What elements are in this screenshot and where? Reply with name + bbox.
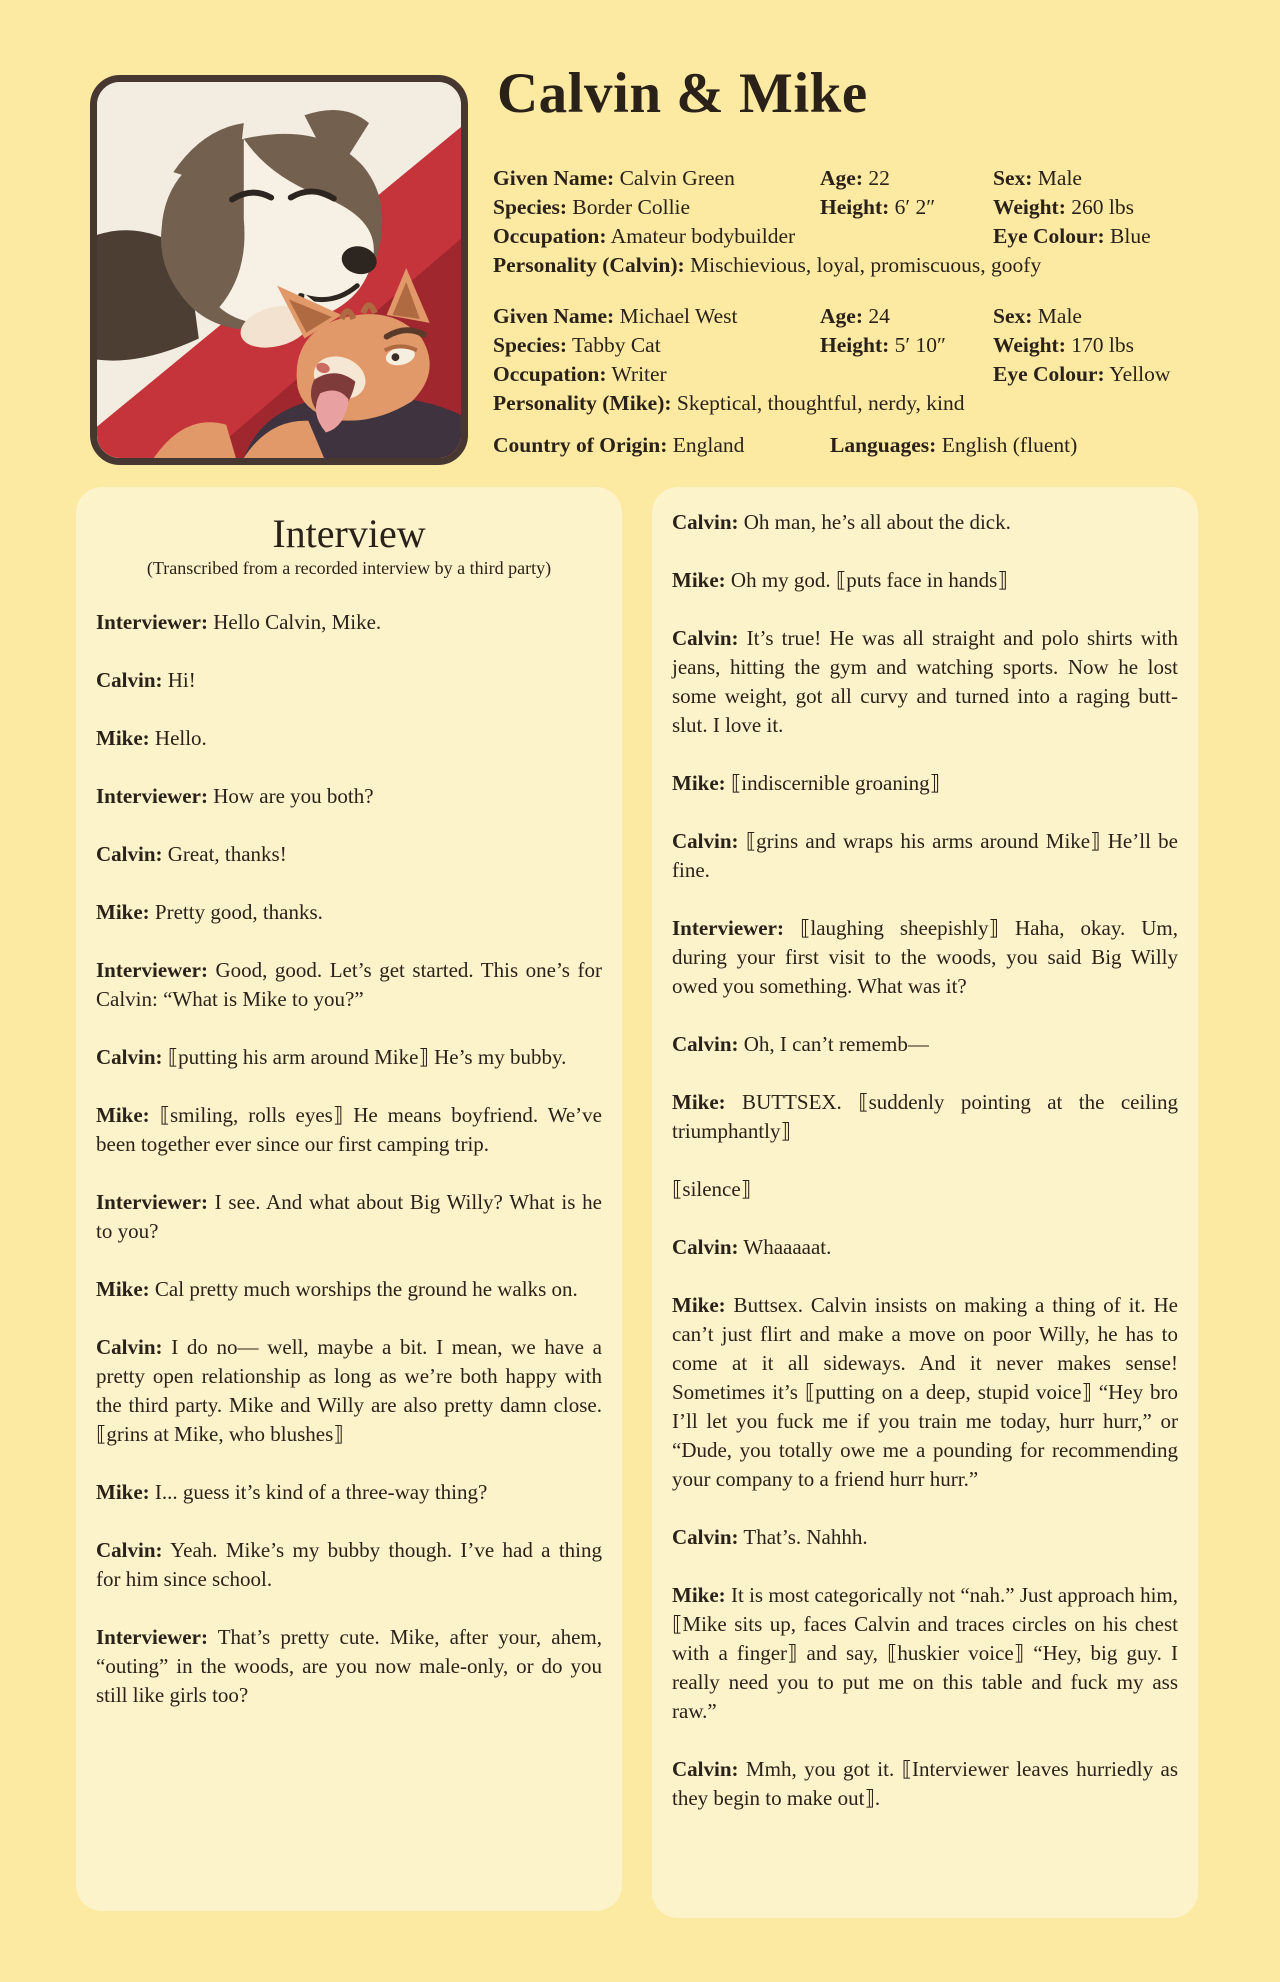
stat-line [493, 433, 1223, 462]
stat-item [493, 362, 667, 387]
origin-languages-line [493, 433, 1223, 462]
speaker-name: Calvin: [672, 829, 739, 853]
stat-line [493, 166, 1223, 195]
stat-item [830, 433, 1077, 458]
stat-item [993, 333, 1134, 358]
dialogue-paragraph: Calvin: Yeah. Mike’s my bubby though. I’ve had a thing for him since school. [96, 1538, 602, 1591]
stat-label: Weight: [993, 195, 1066, 219]
stat-value: Michael West [614, 304, 738, 328]
stat-value: Male [1032, 304, 1082, 328]
speaker-name: Calvin: [96, 1538, 163, 1562]
stat-value: 260 lbs [1065, 195, 1134, 219]
dialogue-paragraph: Mike: ⟦smiling, rolls eyes⟧ He means boyfriend. We’ve been together ever since our first camping trip. [96, 1103, 602, 1156]
stat-value: Border Collie [567, 195, 691, 219]
speaker-name: Calvin: [96, 668, 163, 692]
dialogue-paragraph: Calvin: That’s. Nahhh. [672, 1525, 868, 1549]
speaker-name: Mike: [672, 1090, 726, 1114]
dialogue-paragraph: Mike: Buttsex. Calvin insists on making a thing of it. He can’t just flirt and make a move on poor Willy, he has to come at it all sideways. And it never makes sense! Sometimes it’s ⟦putting on a deep, stupid voice⟧ “Hey bro I’ll let you fuck me if you train me today, hurr hurr,” or “Dude, you totally owe me a pounding for recommending your company to a friend hurr hurr.” [672, 1293, 1178, 1491]
stat-label: Personality (Calvin): [493, 253, 685, 277]
stat-line [493, 304, 1223, 333]
dialogue-paragraph: Calvin: Oh, I can’t rememb— [672, 1032, 929, 1056]
dialogue-paragraph: Mike: Oh my god. ⟦puts face in hands⟧ [672, 568, 1008, 592]
interview-left-column [96, 608, 602, 1710]
speaker-name: Mike: [672, 771, 726, 795]
stat-value: Tabby Cat [567, 333, 661, 357]
speaker-name: Mike: [96, 1277, 150, 1301]
stat-label: Given Name: [493, 166, 615, 190]
stat-label: Eye Colour: [993, 362, 1105, 386]
stat-item [993, 224, 1151, 249]
stat-item [493, 304, 737, 329]
stat-label: Height: [820, 333, 890, 357]
stat-item [820, 304, 890, 329]
dialogue-paragraph: Calvin: ⟦putting his arm around Mike⟧ He’s my bubby. [96, 1045, 567, 1069]
stat-value: England [667, 433, 745, 457]
speaker-name: Mike: [96, 1103, 150, 1127]
dialogue-paragraph: ⟦silence⟧ [672, 1177, 752, 1201]
dialogue-paragraph: Interviewer: Good, good. Let’s get started. This one’s for Calvin: “What is Mike to you?” [96, 958, 602, 1011]
stat-item [493, 253, 1041, 278]
speaker-name: Mike: [672, 568, 726, 592]
mike-stats [493, 304, 1223, 420]
stat-value: 22 [862, 166, 890, 190]
dialogue-paragraph: Calvin: Oh man, he’s all about the dick. [672, 510, 1011, 534]
dialogue-paragraph: Mike: I... guess it’s kind of a three-way thing? [96, 1480, 488, 1504]
interview-subtitle: (Transcribed from a recorded interview by a third party) [146, 558, 552, 578]
stat-item [993, 166, 1082, 191]
stat-item [493, 333, 661, 358]
stat-item [993, 195, 1134, 220]
speaker-name: Interviewer: [96, 610, 208, 634]
dialogue-paragraph: Mike: ⟦indiscernible groaning⟧ [672, 771, 941, 795]
stat-label: Eye Colour: [993, 224, 1105, 248]
stat-label: Country of Origin: [493, 433, 668, 457]
stat-label: Sex: [993, 166, 1033, 190]
stat-item [493, 195, 690, 220]
dialogue-paragraph: Interviewer: Hello Calvin, Mike. [96, 610, 382, 634]
speaker-name: Calvin: [96, 1335, 163, 1359]
interview-left-panel [76, 487, 622, 1911]
stat-label: Given Name: [493, 304, 615, 328]
stat-value: Calvin Green [614, 166, 735, 190]
dialogue-paragraph: Mike: Pretty good, thanks. [96, 900, 323, 924]
stat-value: Yellow [1104, 362, 1171, 386]
dialogue-paragraph: Mike: It is most categorically not “nah.” Just approach him, ⟦Mike sits up, faces Calvin and traces circles on his chest with a finger⟧ and say, ⟦huskier voice⟧ “Hey, big guy. I really need you to put me on this table and fuck my ass raw.” [672, 1583, 1178, 1723]
stat-label: Age: [820, 166, 863, 190]
stat-label: Species: [493, 333, 568, 357]
stat-line [493, 253, 1223, 282]
stat-value: Amateur bodybuilder [606, 224, 796, 248]
stat-value: Mischievious, loyal, promiscuous, goofy [684, 253, 1042, 277]
stat-value: Writer [606, 362, 667, 386]
speaker-name: Calvin: [672, 1757, 739, 1781]
speaker-name: Interviewer: [96, 784, 208, 808]
stat-line [493, 224, 1223, 253]
dialogue-paragraph: Interviewer: How are you both? [96, 784, 374, 808]
portrait-illustration [97, 82, 461, 458]
page-title: Calvin & Mike [497, 62, 868, 125]
stat-value: 5′ 10″ [889, 333, 946, 357]
stat-label: Height: [820, 195, 890, 219]
stat-value: 24 [862, 304, 890, 328]
dialogue-paragraph: Interviewer: That’s pretty cute. Mike, after your, ahem, “outing” in the woods, are you now male-only, or do you still like girls too? [96, 1625, 602, 1707]
stat-line [493, 362, 1223, 391]
speaker-name: Interviewer: [96, 1625, 208, 1649]
stat-line [493, 195, 1223, 224]
stat-value: Blue [1104, 224, 1151, 248]
dialogue-paragraph: Calvin: Great, thanks! [96, 842, 287, 866]
speaker-name: Mike: [672, 1583, 726, 1607]
dialogue-paragraph: Calvin: Whaaaaat. [672, 1235, 832, 1259]
speaker-name: Interviewer: [672, 916, 784, 940]
stat-value: Male [1032, 166, 1082, 190]
speaker-name: Interviewer: [96, 958, 208, 982]
dialogue-paragraph: Mike: Hello. [96, 726, 207, 750]
stat-line [493, 391, 1223, 420]
stat-label: Sex: [993, 304, 1033, 328]
stat-label: Occupation: [493, 224, 607, 248]
stat-label: Personality (Mike): [493, 391, 672, 415]
dialogue-paragraph: Calvin: ⟦grins and wraps his arms around Mike⟧ He’ll be fine. [672, 829, 1178, 882]
speaker-name: Calvin: [96, 1045, 163, 1069]
stat-item [820, 166, 890, 191]
dialogue-paragraph: Mike: Cal pretty much worships the ground he walks on. [96, 1277, 578, 1301]
dialogue-paragraph: Calvin: I do no— well, maybe a bit. I mean, we have a pretty open relationship as long as we’re both happy with the third party. Mike and Willy are also pretty damn close. ⟦grins at Mike, who blushes⟧ [96, 1335, 602, 1446]
speaker-name: Calvin: [672, 1032, 739, 1056]
stat-item [493, 391, 965, 416]
dialogue-paragraph: Calvin: It’s true! He was all straight and polo shirts with jeans, hitting the gym and watching sports. Now he lost some weight, got all curvy and turned into a raging butt-slut. I love it. [672, 626, 1178, 737]
speaker-name: Mike: [96, 726, 150, 750]
calvin-stats [493, 166, 1223, 282]
speaker-name: Mike: [672, 1293, 726, 1317]
stat-value: English (fluent) [936, 433, 1078, 457]
stat-label: Occupation: [493, 362, 607, 386]
speaker-name: Interviewer: [96, 1190, 208, 1214]
stat-label: Weight: [993, 333, 1066, 357]
character-portrait [90, 75, 468, 465]
speaker-name: Calvin: [672, 626, 739, 650]
dialogue-paragraph: Interviewer: ⟦laughing sheepishly⟧ Haha, okay. Um, during your first visit to the woods, you said Big Willy owed you something. What was it? [672, 916, 1178, 998]
speaker-name: Calvin: [672, 1235, 739, 1259]
dialogue-paragraph: Mike: BUTTSEX. ⟦suddenly pointing at the ceiling triumphantly⟧ [672, 1090, 1178, 1143]
interview-title: Interview [272, 511, 426, 556]
dialogue-paragraph: Calvin: Hi! [96, 668, 196, 692]
stat-item [820, 195, 935, 220]
speaker-name: Calvin: [672, 1525, 739, 1549]
stat-label: Languages: [830, 433, 937, 457]
stat-value: 6′ 2″ [889, 195, 936, 219]
stat-item [493, 433, 744, 458]
dialogue-paragraph: Calvin: Mmh, you got it. ⟦Interviewer leaves hurriedly as they begin to make out⟧. [672, 1757, 1178, 1810]
interview-right-column [672, 508, 1178, 1813]
stat-value: Skeptical, thoughtful, nerdy, kind [671, 391, 965, 415]
speaker-name: Mike: [96, 1480, 150, 1504]
stat-item [820, 333, 946, 358]
stat-item [993, 304, 1082, 329]
speaker-name: Calvin: [672, 510, 739, 534]
stat-item [493, 224, 795, 249]
speaker-name: Mike: [96, 900, 150, 924]
stat-item [493, 166, 735, 191]
speaker-name: Calvin: [96, 842, 163, 866]
interview-right-panel [652, 487, 1198, 1918]
stat-value: 170 lbs [1065, 333, 1134, 357]
stat-item [993, 362, 1170, 387]
stat-line [493, 333, 1223, 362]
dialogue-paragraph: Interviewer: I see. And what about Big Willy? What is he to you? [96, 1190, 602, 1243]
stat-label: Age: [820, 304, 863, 328]
stat-label: Species: [493, 195, 568, 219]
